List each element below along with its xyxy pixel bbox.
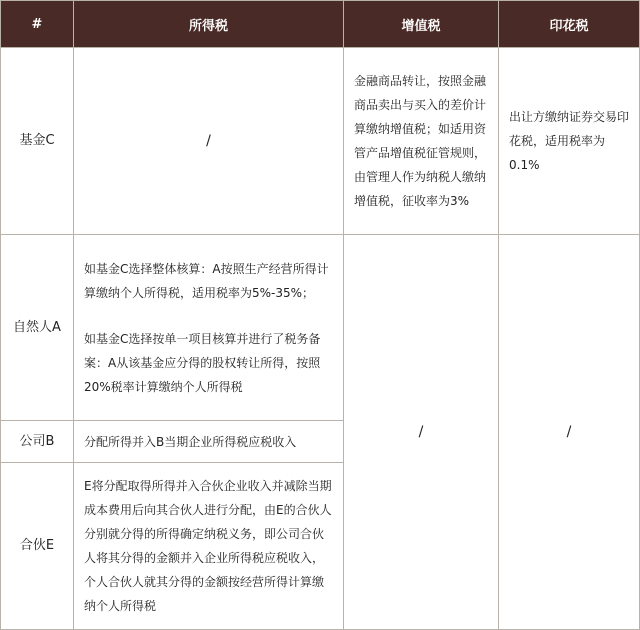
- entity-person-a: 自然人A: [1, 235, 74, 421]
- company-b-income-tax: [74, 421, 344, 463]
- company-b-income-text: 分配所得并入B当期企业所得税应税收入: [84, 434, 297, 449]
- header-row: [1, 1, 640, 48]
- fund-c-stamp-text: 出让方缴纳证券交易印花税，适用税率为0.1%: [509, 110, 630, 172]
- fund-c-vat: [344, 48, 499, 235]
- header-stamp-duty: 印花税: [499, 1, 640, 48]
- shared-vat: /: [344, 235, 499, 630]
- header-income-tax: 所得税: [74, 1, 344, 48]
- partnership-e-income-text: E将分配取得所得并入合伙企业收入并减除当期成本费用后向其合伙人进行分配，由E的合伙人分别就分得的所得确定纳税义务，即公司合伙人将其分得的金额并入企业所得税应税收入，个人合伙人就其分得的金额按经营所得计算缴纳个人所得税: [84, 479, 332, 613]
- fund-c-vat-text: 金融商品转让，按照金融商品卖出与买入的差价计算缴纳增值税；如适用资管产品增值税征管规则，由管理人作为纳税人缴纳增值税，征收率为3%: [354, 74, 487, 208]
- fund-c-income-tax: /: [74, 48, 344, 235]
- shared-stamp-duty: /: [499, 235, 640, 630]
- header-id: #: [1, 1, 74, 48]
- person-a-income-tax: [74, 235, 344, 421]
- entity-partnership-e: 合伙E: [1, 463, 74, 630]
- person-a-income-option-1: 如基金C选择整体核算：A按照生产经营所得计算缴纳个人所得税，适用税率为5%-35%；: [84, 261, 329, 300]
- entity-fund-c: 基金C: [1, 48, 74, 235]
- partnership-e-income-tax: [74, 463, 344, 630]
- header-vat: 增值税: [344, 1, 499, 48]
- row-fund-c: [1, 48, 640, 235]
- fund-c-stamp-duty: [499, 48, 640, 235]
- row-person-a: [1, 235, 640, 421]
- entity-company-b: 公司B: [1, 421, 74, 463]
- person-a-income-option-2: 如基金C选择按单一项目核算并进行了税务备案：A从该基金应分得的股权转让所得，按照20%税率计算缴纳个人所得税: [84, 331, 321, 394]
